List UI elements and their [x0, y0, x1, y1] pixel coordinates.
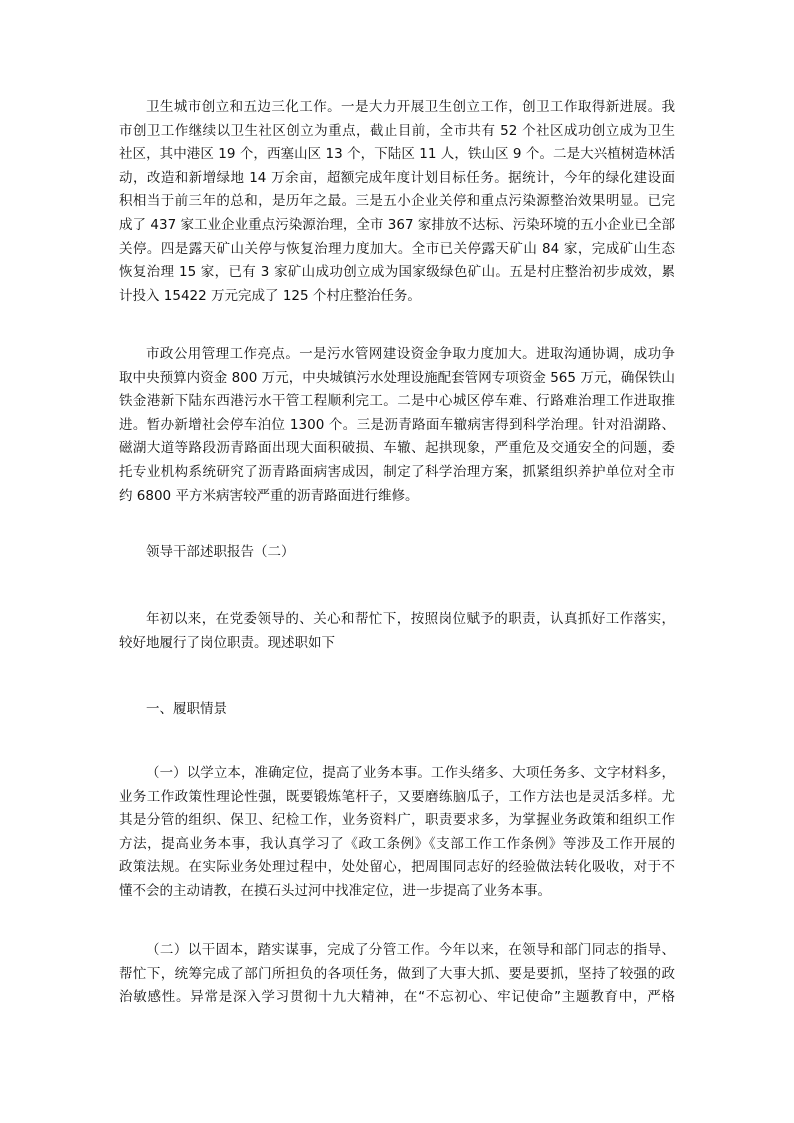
paragraph-municipal-utilities — [119, 343, 675, 508]
text-line: 铁金港新下陆东西港污水干管工程顺利完工。二是中心城区停车难、行路难治理工作进取推 — [119, 393, 675, 410]
text-line: 帮忙下，统筹完成了部门所担负的各项任务，做到了大事大抓、要是要抓，坚持了较强的政 — [119, 965, 675, 982]
paragraph-intro — [119, 608, 675, 655]
text-line: 懂不会的主动请教，在摸石头过河中找准定位，进一步提高了业务本事。 — [119, 882, 551, 899]
text-line: （一）以学立本，准确定位，提高了业务本事。工作头绪多、大项任务多、文字材料多， — [146, 765, 675, 781]
text-line: 较好地履行了岗位职责。现述职如下 — [119, 634, 335, 651]
text-line: 市政公用管理工作亮点。一是污水管网建设资金争取力度加大。进取沟通协调，成功争 — [146, 346, 675, 362]
text-line: 市创卫工作继续以卫生社区创立为重点，截止目前，全市共有 52 个社区成功创立成为卫生 — [119, 122, 675, 139]
text-line: （二）以干固本，踏实谋事，完成了分管工作。今年以来，在领导和部门同志的指导、 — [146, 942, 675, 958]
text-line: 约 6800 平方米病害较严重的沥青路面进行维修。 — [119, 487, 419, 504]
text-line: 业务工作政策性理论性强，既要锻炼笔杆子，又要磨练脑瓜子，工作方法也是灵活多样。尤 — [119, 788, 675, 805]
text-line: 其是分管的组织、保卫、纪检工作，业务资料广，职责要求多，为掌握业务政策和组织工作 — [119, 812, 675, 829]
text-line: 积相当于前三年的总和，是历年之最。三是五小企业关停和重点污染源整治效果明显。已完 — [119, 193, 675, 210]
report-title: 领导干部述职报告（二） — [146, 544, 295, 560]
text-line: 政策法规。在实际业务处理过程中，处处留心，把周围同志好的经验做法转化吸收，对于不 — [119, 859, 675, 876]
text-line: 关停。四是露天矿山关停与恢复治理力度加大。全市已关停露天矿山 84 家，完成矿山生态 — [119, 240, 675, 257]
text-line: 方法，提高业务本事，我认真学习了《政工条例》《支部工作工作条例》等涉及工作开展的 — [119, 835, 675, 852]
paragraph-work — [119, 939, 675, 1010]
text-line: 进。暂办新增社会停车泊位 1300 个。三是沥青路面车辙病害得到科学治理。针对沿湖路、 — [119, 416, 675, 433]
text-line: 治敏感性。异常是深入学习贯彻十九大精神，在“不忘初心、牢记使命”主题教育中，严格 — [119, 989, 675, 1006]
text-line: 社区，其中港区 19 个，西塞山区 13 个，下陆区 11 人，铁山区 9 个。二是大兴植树造林活 — [119, 146, 675, 163]
paragraph-health-city — [119, 96, 675, 308]
text-line: 磁湖大道等路段沥青路面出现大面积破损、车辙、起拱现象，严重危及交通安全的问题，委 — [119, 440, 675, 457]
text-line: 恢复治理 15 家，已有 3 家矿山成功创立成为国家级绿色矿山。五是村庄整治初步成效，累 — [119, 264, 675, 281]
text-line: 卫生城市创立和五边三化工作。一是大力开展卫生创立工作，创卫工作取得新进展。我 — [146, 99, 675, 115]
text-line: 取中央预算内资金 800 万元，中央城镇污水处理设施配套管网专项资金 565 万元，确保铁山 — [119, 369, 675, 386]
text-line: 计投入 15422 万元完成了 125 个村庄整治任务。 — [119, 287, 421, 304]
paragraph-study — [119, 762, 675, 904]
text-line: 成了 437 家工业企业重点污染源治理，全市 367 家排放不达标、污染环境的五小企业已全部 — [119, 216, 675, 233]
text-line: 年初以来，在党委领导的、关心和帮忙下，按照岗位赋予的职责，认真抓好工作落实， — [146, 611, 675, 627]
text-line: 动，改造和新增绿地 14 万余亩，超额完成年度计划目标任务。据统计，今年的绿化建设面 — [119, 169, 675, 186]
section-heading: 一、履职情景 — [146, 701, 227, 717]
text-line: 托专业机构系统研究了沥青路面病害成因，制定了科学治理方案，抓紧组织养护单位对全市 — [119, 463, 675, 480]
